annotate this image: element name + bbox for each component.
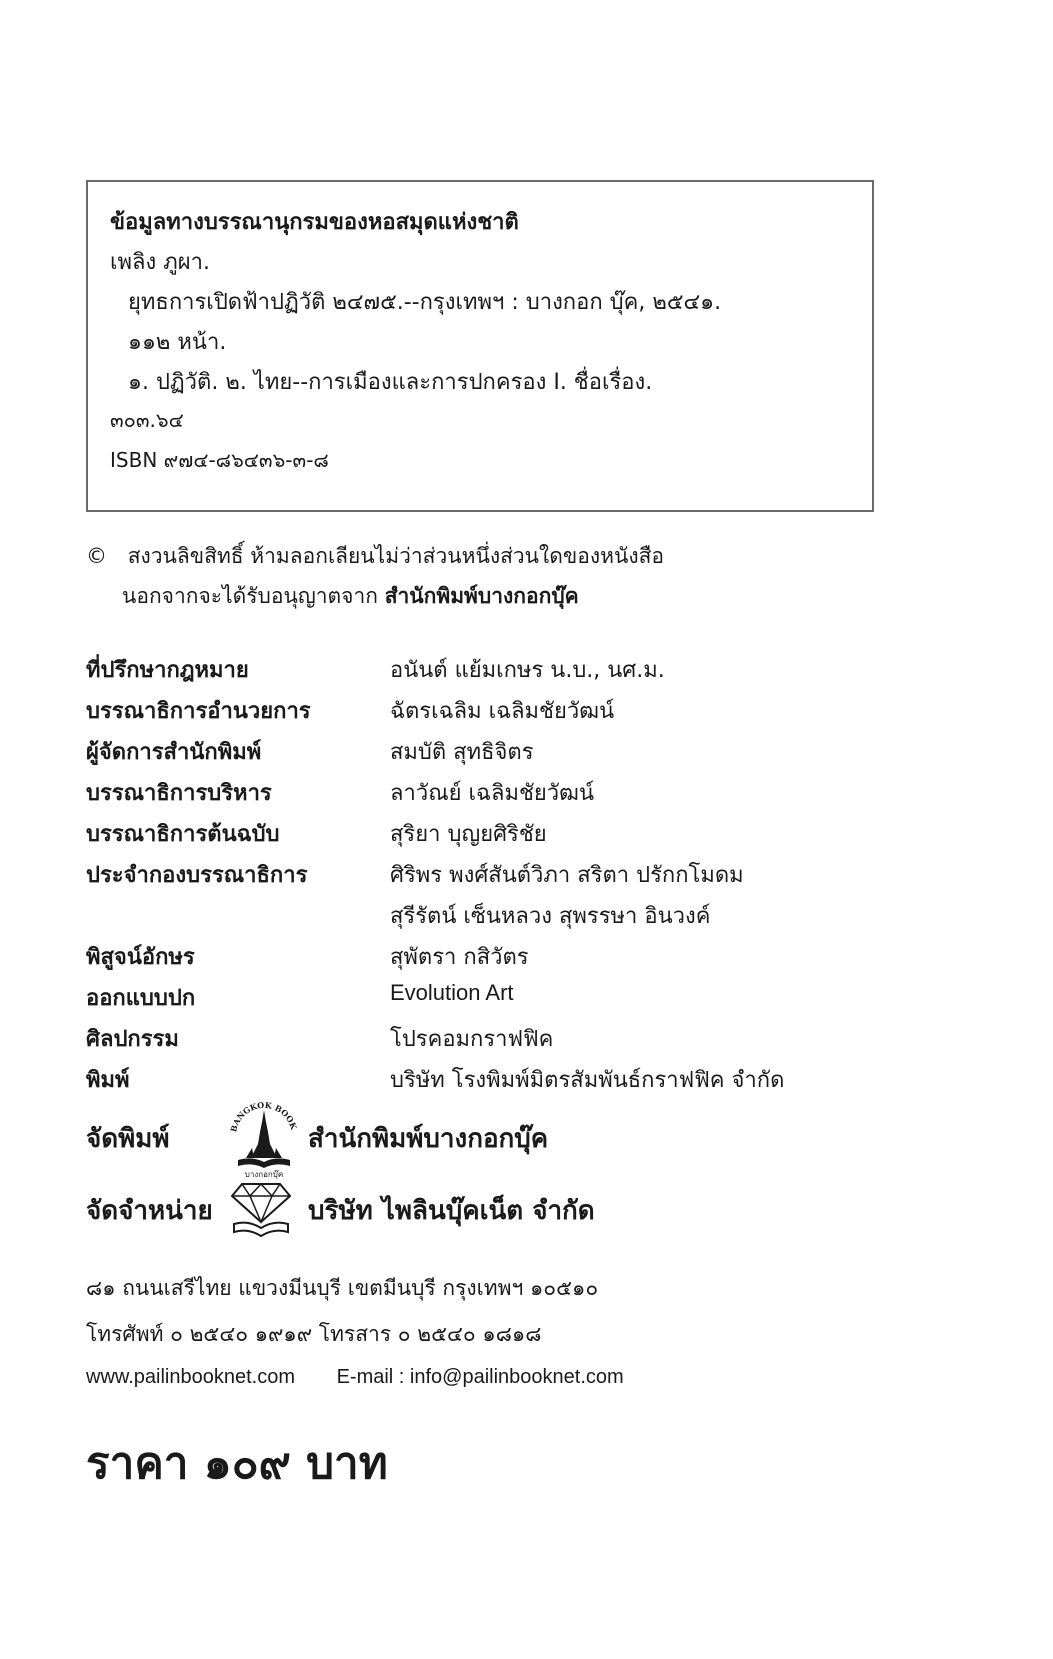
credit-row [86,898,986,934]
credit-label: ศิลปกรรม [86,1027,179,1052]
credit-row [86,652,986,688]
publisher-row [86,1100,986,1179]
credit-value: สุพัตรา กสิวัตร [390,945,529,970]
credit-label: บรรณาธิการอำนวยการ [86,699,311,724]
cip-box [86,180,874,512]
cip-isbn: ISBN ๙๗๔-๘๖๔๓๖-๓-๘ [110,448,329,472]
credit-row [86,775,986,811]
credit-value: Evolution Art [390,980,514,1005]
credit-label: ผู้จัดการสำนักพิมพ์ [86,740,262,765]
credit-value: สุริยา บุญยศิริชัย [390,822,547,847]
credit-row [86,1021,986,1057]
credit-value: ลาวัณย์ เฉลิมชัยวัฒน์ [390,781,595,806]
diamond-book-logo-icon [226,1178,296,1242]
logo-arc-text: BANGKOK BOOK [228,1100,300,1133]
price: ราคา ๑๐๙ บาท [86,1438,388,1489]
copyright-text-2: นอกจากจะได้รับอนุญาตจาก [122,584,378,608]
email-link[interactable]: E-mail : info@pailinbooknet.com [336,1366,624,1388]
publisher-label: จัดพิมพ์ [86,1124,170,1154]
credit-value: ฉัตรเฉลิม เฉลิมชัยวัฒน์ [390,699,615,724]
credit-row [86,693,986,729]
credit-row [86,939,986,975]
copyright-publisher: สำนักพิมพ์บางกอกบุ๊ค [384,584,579,608]
credit-value: สุรีรัตน์ เซ็นหลวง สุพรรษา อินวงค์ [390,904,711,929]
website-link[interactable]: www.pailinbooknet.com [86,1366,295,1388]
credit-value: ศิริพร พงศ์สันต์วิภา สริตา ปรักกโมดม [390,863,744,888]
credit-row [86,816,986,852]
copyright-line-1 [86,540,664,573]
logo-caption: บางกอกบุ๊ค [244,1170,284,1179]
distributor-name: บริษัท ไพลินบุ๊คเน็ต จำกัด [308,1196,595,1226]
credit-value: โปรคอมกราฟฟิค [390,1027,554,1052]
distributor-label: จัดจำหน่าย [86,1196,213,1226]
copyright-line-2 [122,580,579,613]
credit-label: บรรณาธิการต้นฉบับ [86,822,280,847]
credit-label: ประจำกองบรรณาธิการ [86,863,308,888]
publisher-name: สำนักพิมพ์บางกอกบุ๊ค [308,1124,549,1154]
credit-label: บรรณาธิการบริหาร [86,781,272,806]
credit-row [86,734,986,770]
credit-value: บริษัท โรงพิมพ์มิตรสัมพันธ์กราฟฟิค จำกัด [390,1068,785,1093]
credit-label: พิสูจน์อักษร [86,945,195,970]
copyright-text-1: สงวนลิขสิทธิ์ ห้ามลอกเลียนไม่ว่าส่วนหนึ่งส่วนใดของหนังสือ [127,544,665,568]
credit-label: พิมพ์ [86,1068,130,1093]
cip-heading: ข้อมูลทางบรรณานุกรมของหอสมุดแห่งชาติ [110,210,519,235]
cip-class-number: ๓๐๓.๖๔ [110,408,184,432]
credit-value: สมบัติ สุทธิจิตร [390,740,534,765]
copyright-symbol: © [86,544,107,568]
credit-value: อนันต์ แย้มเกษร น.บ., นศ.ม. [390,658,665,683]
credit-label: ที่ปรึกษากฎหมาย [86,658,249,683]
address: ๘๑ ถนนเสรีไทย แขวงมีนบุรี เขตมีนบุรี กรุงเทพฯ ๑๐๕๑๐ [86,1276,599,1300]
distributor-row [86,1172,986,1242]
cip-author: เพลิง ภูผา. [110,250,210,275]
credit-row [86,857,986,893]
cip-subjects: ๑. ปฏิวัติ. ๒. ไทย--การเมืองและการปกครอง I. ชื่อเรื่อง. [128,370,653,395]
web-contact-line [86,1366,624,1389]
credit-row [86,1062,986,1098]
phone-fax: โทรศัพท์ ๐ ๒๕๔๐ ๑๙๑๙ โทรสาร ๐ ๒๕๔๐ ๑๘๑๘ [86,1322,542,1346]
cip-pages: ๑๑๒ หน้า. [128,330,227,355]
credit-label: ออกแบบปก [86,986,196,1011]
credit-row [86,980,986,1016]
cip-title-line: ยุทธการเปิดฟ้าปฏิวัติ ๒๔๗๕.--กรุงเทพฯ : บางกอก บุ๊ค, ๒๕๔๑. [128,290,722,315]
